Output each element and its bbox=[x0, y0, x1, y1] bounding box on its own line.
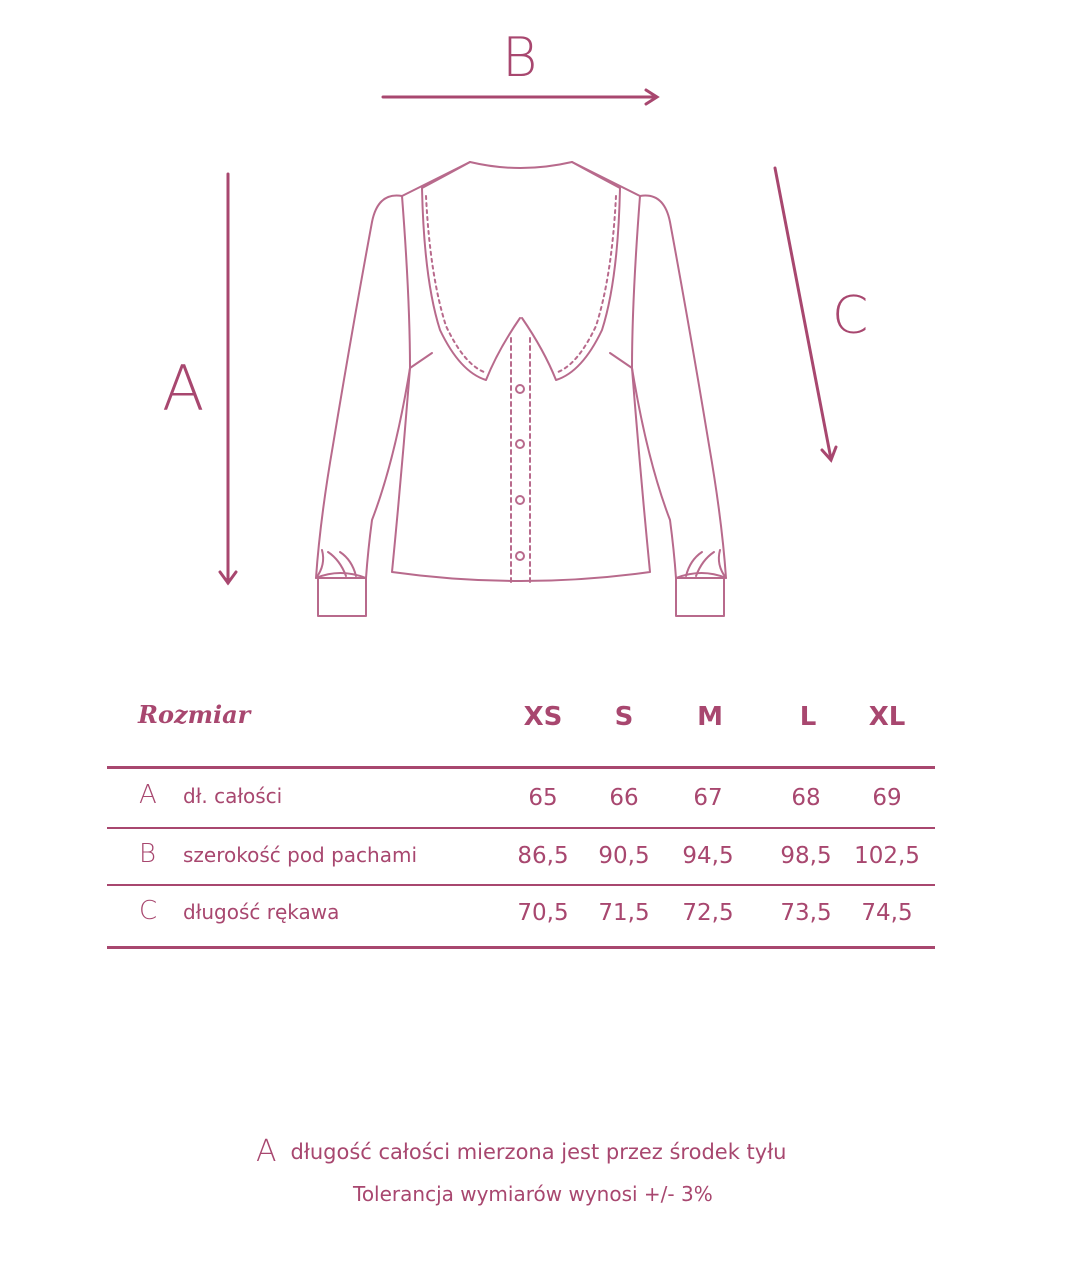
cell-value: 71,5 bbox=[598, 900, 650, 926]
cell-value: 86,5 bbox=[517, 843, 569, 869]
table-row bbox=[107, 886, 935, 942]
table-row bbox=[107, 770, 935, 826]
cell-value: 94,5 bbox=[682, 843, 734, 869]
cell-value: 98,5 bbox=[780, 843, 832, 869]
cell-value: 66 bbox=[609, 785, 639, 811]
dimension-label-a: A bbox=[162, 352, 205, 425]
note-tolerance: Tolerancja wymiarów wynosi +/- 3% bbox=[353, 1182, 713, 1206]
size-header-s: S bbox=[614, 702, 634, 732]
table-row bbox=[107, 829, 935, 885]
row-label-width: szerokość pod pachami bbox=[183, 843, 418, 867]
size-header-xs: XS bbox=[523, 702, 563, 732]
row-label-length: dł. całości bbox=[183, 784, 283, 808]
arrow-b bbox=[383, 90, 657, 104]
cell-value: 90,5 bbox=[598, 843, 650, 869]
cell-value: 74,5 bbox=[861, 900, 913, 926]
size-header-l: L bbox=[799, 702, 817, 732]
cell-value: 69 bbox=[872, 785, 902, 811]
cell-value: 73,5 bbox=[780, 900, 832, 926]
cell-value: 70,5 bbox=[517, 900, 569, 926]
dimension-label-c: C bbox=[832, 286, 869, 346]
cell-value: 68 bbox=[791, 785, 821, 811]
arrow-a bbox=[220, 174, 236, 583]
row-letter-a: A bbox=[139, 780, 157, 810]
shirt-sketch bbox=[316, 162, 726, 616]
row-letter-c: C bbox=[139, 896, 158, 926]
cell-value: 65 bbox=[528, 785, 558, 811]
cell-value: 102,5 bbox=[854, 843, 920, 869]
note-letter-a: A bbox=[256, 1134, 277, 1169]
size-header-xl: XL bbox=[868, 702, 906, 732]
cell-value: 67 bbox=[693, 785, 723, 811]
row-label-sleeve: długość rękawa bbox=[183, 900, 340, 924]
size-header-m: M bbox=[697, 702, 723, 732]
row-letter-b: B bbox=[139, 839, 157, 869]
table-header bbox=[107, 690, 935, 766]
dimension-label-b: B bbox=[502, 26, 538, 89]
table-title: Rozmiar bbox=[138, 700, 251, 729]
note-length-measurement bbox=[256, 1134, 786, 1169]
table-rule-bottom bbox=[107, 946, 935, 949]
table-rule-top bbox=[107, 766, 935, 769]
cell-value: 72,5 bbox=[682, 900, 734, 926]
arrow-c bbox=[775, 168, 836, 460]
size-table bbox=[107, 690, 935, 926]
note-text-1: długość całości mierzona jest przez środek tyłu bbox=[290, 1140, 787, 1164]
